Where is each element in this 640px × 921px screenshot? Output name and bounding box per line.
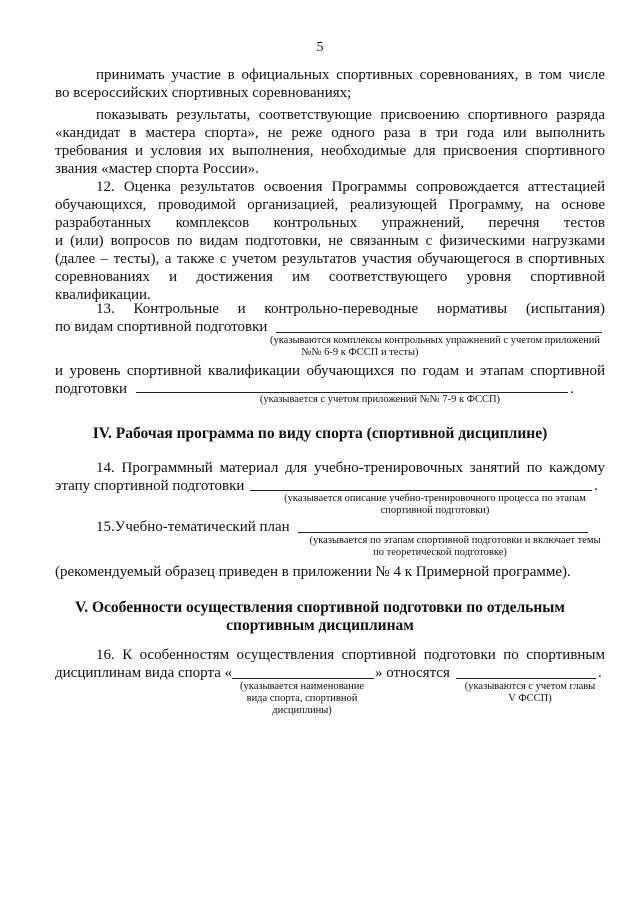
paragraph-line: 15.Учебно-тематический план	[96, 519, 290, 535]
paragraph-line: (далее – тесты), а также с учетом результатов участия обучающегося в спортивных	[55, 251, 605, 267]
paragraph-line: принимать участие в официальных спортивных соревнованиях, в том числе	[96, 67, 605, 83]
field-hint: вида спорта, спортивной	[246, 693, 358, 704]
field-hint: (указывается с учетом приложений №№ 7-9 к ФССП)	[259, 394, 501, 405]
paragraph-line: по видам спортивной подготовки	[55, 319, 268, 335]
paragraph-line: звания «мастер спорта России».	[55, 161, 259, 177]
field-hint: спортивной подготовки)	[380, 505, 490, 516]
field-hint: №№ 6-9 к ФССП и тесты)	[301, 347, 419, 358]
field-hint: (указывается описание учебно-тренировочного процесса по этапам	[284, 493, 586, 504]
fill-in-underline	[298, 532, 588, 533]
paragraph-line: и (или) вопросов по видам подготовки, не связанным с физическими нагрузками	[55, 233, 605, 249]
paragraph-line: » относятся	[375, 665, 450, 681]
paragraph-line: (рекомендуемый образец приведен в приложении № 4 к Примерной программе).	[55, 564, 571, 580]
field-hint: дисциплины)	[272, 705, 332, 716]
paragraph-line: соревнованиях и достижения им соответствующего уровня спортивной	[55, 269, 605, 285]
paragraph-line: во всероссийских спортивных соревнованиях;	[55, 85, 352, 101]
field-hint: (указываются комплексы контрольных упражнений с учетом приложений	[269, 335, 601, 346]
paragraph-line: обучающихся, проводимой организацией, реализующей Программу, на основе	[55, 197, 605, 213]
field-hint: V ФССП)	[508, 693, 552, 704]
paragraph-line: 14. Программный материал для учебно-тренировочных занятий по каждому	[96, 460, 605, 476]
paragraph-line: дисциплинам вида спорта «	[55, 665, 233, 681]
field-hint: (указывается наименование	[240, 681, 364, 692]
paragraph-line: разработанных комплексов контрольных упражнений, перечня тестов	[55, 215, 605, 231]
paragraph-line: «кандидат в мастера спорта», не реже одного раза в три года или выполнить	[55, 125, 605, 141]
page-number: 5	[316, 40, 324, 55]
paragraph-line: подготовки	[55, 381, 128, 397]
paragraph-line: этапу спортивной подготовки	[55, 478, 245, 494]
field-hint: по теоретической подготовке)	[373, 547, 507, 558]
section-heading-v: V. Особенности осуществления спортивной подготовки по отдельным	[75, 599, 565, 616]
field-hint: (указывается по этапам спортивной подготовки и включает темы	[309, 535, 601, 546]
paragraph-line: 12. Оценка результатов освоения Программы сопровождается аттестацией	[96, 179, 605, 195]
paragraph-line: показывать результаты, соответствующие присвоению спортивного разряда	[96, 107, 605, 123]
line-end-dot: .	[570, 381, 574, 397]
fill-in-underline	[276, 332, 602, 333]
paragraph-line: и уровень спортивной квалификации обучающихся по годам и этапам спортивной	[55, 363, 605, 379]
fill-in-underline	[250, 490, 592, 491]
field-hint: (указываются с учетом главы	[464, 681, 596, 692]
line-end-dot: .	[598, 665, 602, 681]
fill-in-underline	[232, 678, 374, 679]
paragraph-line: 13. Контрольные и контрольно-переводные нормативы (испытания)	[96, 301, 605, 317]
paragraph-line: квалификации.	[55, 287, 151, 303]
paragraph-line: 16. К особенностям осуществления спортивной подготовки по спортивным	[96, 647, 605, 663]
paragraph-line: требования и условия их выполнения, необходимые для присвоения спортивного	[55, 143, 605, 159]
section-heading-iv: IV. Рабочая программа по виду спорта (спортивной дисциплине)	[92, 425, 548, 442]
section-heading-v-continued: спортивным дисциплинам	[226, 617, 414, 634]
fill-in-underline	[456, 678, 596, 679]
line-end-dot: .	[594, 478, 598, 494]
